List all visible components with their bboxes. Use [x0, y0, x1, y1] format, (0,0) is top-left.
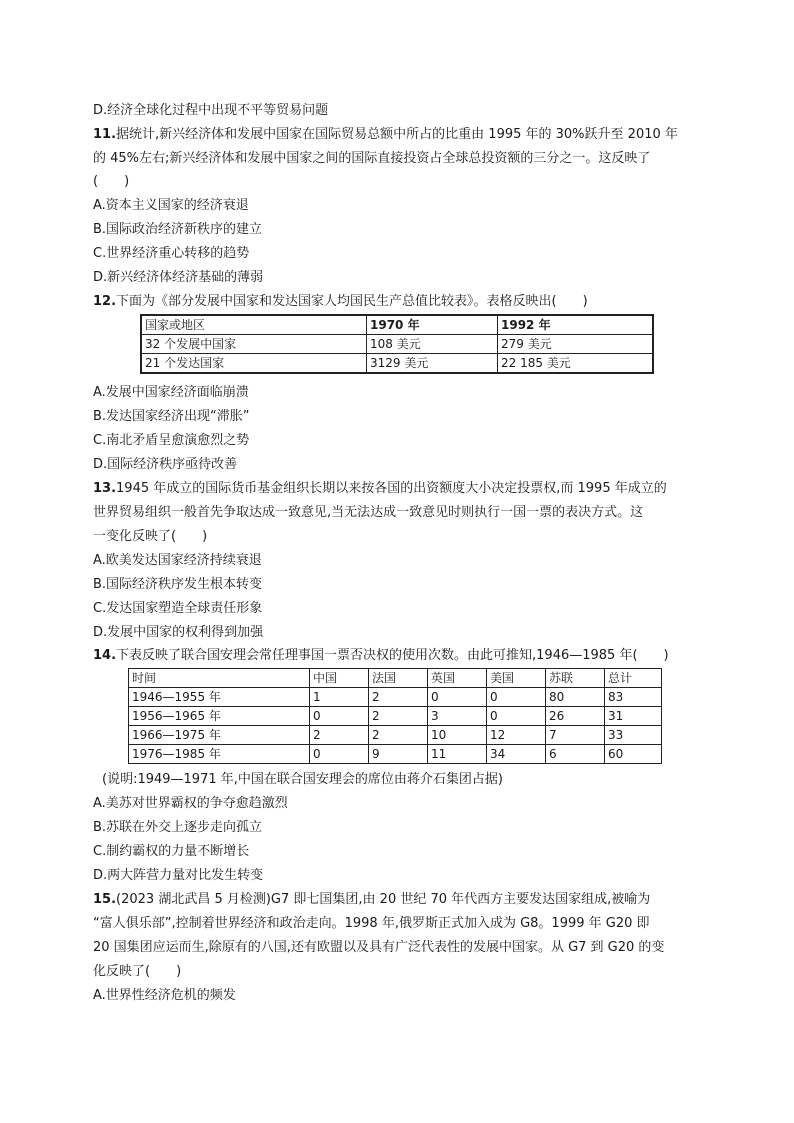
- q13-option-a: A.欧美发达国家经济持续衰退: [93, 553, 262, 568]
- q12-stem-text: 下面为《部分发展中国家和发达国家人均国民生产总值比较表》。表格反映出( ): [116, 294, 588, 309]
- table-row: [129, 726, 662, 745]
- table-cell: 0: [487, 707, 546, 726]
- table-cell: 1966—1975 年: [129, 726, 310, 745]
- table-cell: 34: [487, 745, 546, 764]
- table-row: [129, 669, 662, 688]
- q12-option-a: A.发展中国家经济面临崩溃: [93, 385, 249, 400]
- q15-stem-line1: [93, 892, 650, 908]
- table-cell: 时间: [129, 669, 310, 688]
- table-cell: 108 美元: [367, 335, 498, 354]
- q11-option-a: A.资本主义国家的经济衰退: [93, 198, 249, 213]
- q15-stem-text1: (2023 湖北武昌 5 月检测)G7 即七国集团,由 20 世纪 70 年代西方主要发达国家组成,被喻为: [116, 892, 651, 907]
- q13-option-c: C.发达国家塑造全球责任形象: [93, 601, 263, 616]
- q15-stem-line2: “富人俱乐部”,控制着世界经济和政治走向。1998 年,俄罗斯正式加入成为 G8。1999 年 G20 即: [93, 916, 650, 931]
- q12-option-d: D.国际经济秩序亟待改善: [93, 457, 238, 472]
- q11-stem-line1: [93, 127, 678, 143]
- table-cell: 33: [605, 726, 662, 745]
- table-cell: 21 个发达国家: [141, 354, 367, 374]
- table-row: [129, 745, 662, 764]
- q14-option-c: C.制约霸权的力量不断增长: [93, 844, 250, 859]
- table-cell: 279 美元: [498, 335, 654, 354]
- table-row: [141, 315, 653, 335]
- table-cell: 3129 美元: [367, 354, 498, 374]
- table-cell: 83: [605, 688, 662, 707]
- q12-option-b: B.发达国家经济出现“滞胀”: [93, 409, 250, 424]
- q15-number: 15.: [93, 892, 117, 907]
- table-cell: 2: [369, 688, 428, 707]
- q14-stem: [93, 648, 669, 664]
- table-row: [129, 707, 662, 726]
- q11-number: 11.: [93, 127, 117, 142]
- table-cell: 10: [428, 726, 487, 745]
- q15-stem-line3: 20 国集团应运而生,除原有的八国,还有欧盟以及具有广泛代表性的发展中国家。从 G7 到 G20 的变: [93, 940, 665, 955]
- q14-option-a: A.美苏对世界霸权的争夺愈趋激烈: [93, 796, 288, 811]
- table-row: [129, 688, 662, 707]
- q12-stem: [93, 294, 588, 310]
- q12-option-c: C.南北矛盾呈愈演愈烈之势: [93, 433, 250, 448]
- q12-number: 12.: [93, 294, 117, 309]
- q13-stem-line3: 一变化反映了( ): [93, 529, 208, 544]
- q12-gnp-table: [140, 314, 654, 374]
- table-cell: 苏联: [546, 669, 605, 688]
- table-row: [141, 335, 653, 354]
- table-cell: 32 个发展中国家: [141, 335, 367, 354]
- q11-stem-line3: ( ): [93, 174, 130, 189]
- table-cell: 60: [605, 745, 662, 764]
- q14-option-b: B.苏联在外交上逐步走向孤立: [93, 820, 263, 835]
- table-cell: 0: [310, 707, 369, 726]
- q13-option-d: D.发展中国家的权利得到加强: [93, 625, 264, 640]
- table-cell: 中国: [310, 669, 369, 688]
- table-cell: 6: [546, 745, 605, 764]
- table-cell: 1976—1985 年: [129, 745, 310, 764]
- table-cell: 0: [487, 688, 546, 707]
- table-cell: 9: [369, 745, 428, 764]
- q15-option-a: A.世界性经济危机的频发: [93, 988, 236, 1003]
- q10-option-d: D.经济全球化过程中出现不平等贸易问题: [93, 103, 329, 118]
- q14-note: (说明:1949—1971 年,中国在联合国安理会的席位由蒋介石集团占据): [102, 772, 503, 787]
- q11-stem-line2: 的 45%左右;新兴经济体和发展中国家之间的国际直接投资占全球总投资额的三分之一。这反映了: [93, 151, 651, 166]
- q11-stem-text1: 据统计,新兴经济体和发展中国家在国际贸易总额中所占的比重由 1995 年的 30%跃升至 2010 年: [116, 127, 678, 142]
- table-cell: 2: [369, 726, 428, 745]
- table-cell: 国家或地区: [141, 315, 367, 335]
- q14-stem-text: 下表反映了联合国安理会常任理事国一票否决权的使用次数。由此可推知,1946—1985 年( ): [116, 648, 669, 663]
- table-cell: 英国: [428, 669, 487, 688]
- table-cell: 11: [428, 745, 487, 764]
- q13-stem-line1: [93, 481, 667, 497]
- q11-option-c: C.世界经济重心转移的趋势: [93, 246, 250, 261]
- table-cell: 1992 年: [498, 315, 654, 335]
- table-row: [141, 354, 653, 374]
- table-cell: 1970 年: [367, 315, 498, 335]
- table-cell: 2: [310, 726, 369, 745]
- q14-veto-table: [128, 668, 662, 764]
- table-cell: 12: [487, 726, 546, 745]
- table-cell: 31: [605, 707, 662, 726]
- q13-number: 13.: [93, 481, 117, 496]
- q11-option-d: D.新兴经济体经济基础的薄弱: [93, 270, 264, 285]
- table-cell: 1946—1955 年: [129, 688, 310, 707]
- table-cell: 1956—1965 年: [129, 707, 310, 726]
- table-cell: 7: [546, 726, 605, 745]
- q14-number: 14.: [93, 648, 117, 663]
- table-cell: 22 185 美元: [498, 354, 654, 374]
- table-cell: 3: [428, 707, 487, 726]
- table-cell: 美国: [487, 669, 546, 688]
- table-cell: 2: [369, 707, 428, 726]
- q13-stem-text1: 1945 年成立的国际货币基金组织长期以来按各国的出资额度大小决定投票权,而 1995 年成立的: [116, 481, 667, 496]
- table-cell: 80: [546, 688, 605, 707]
- table-cell: 总计: [605, 669, 662, 688]
- table-cell: 法国: [369, 669, 428, 688]
- table-cell: 0: [428, 688, 487, 707]
- q13-option-b: B.国际经济秩序发生根本转变: [93, 577, 263, 592]
- table-cell: 1: [310, 688, 369, 707]
- q11-option-b: B.国际政治经济新秩序的建立: [93, 222, 263, 237]
- table-cell: 26: [546, 707, 605, 726]
- q13-stem-line2: 世界贸易组织一般首先争取达成一致意见,当无法达成一致意见时则执行一国一票的表决方式。这: [93, 505, 644, 520]
- q14-option-d: D.两大阵营力量对比发生转变: [93, 868, 264, 883]
- q15-stem-line4: 化反映了( ): [93, 964, 182, 979]
- table-cell: 0: [310, 745, 369, 764]
